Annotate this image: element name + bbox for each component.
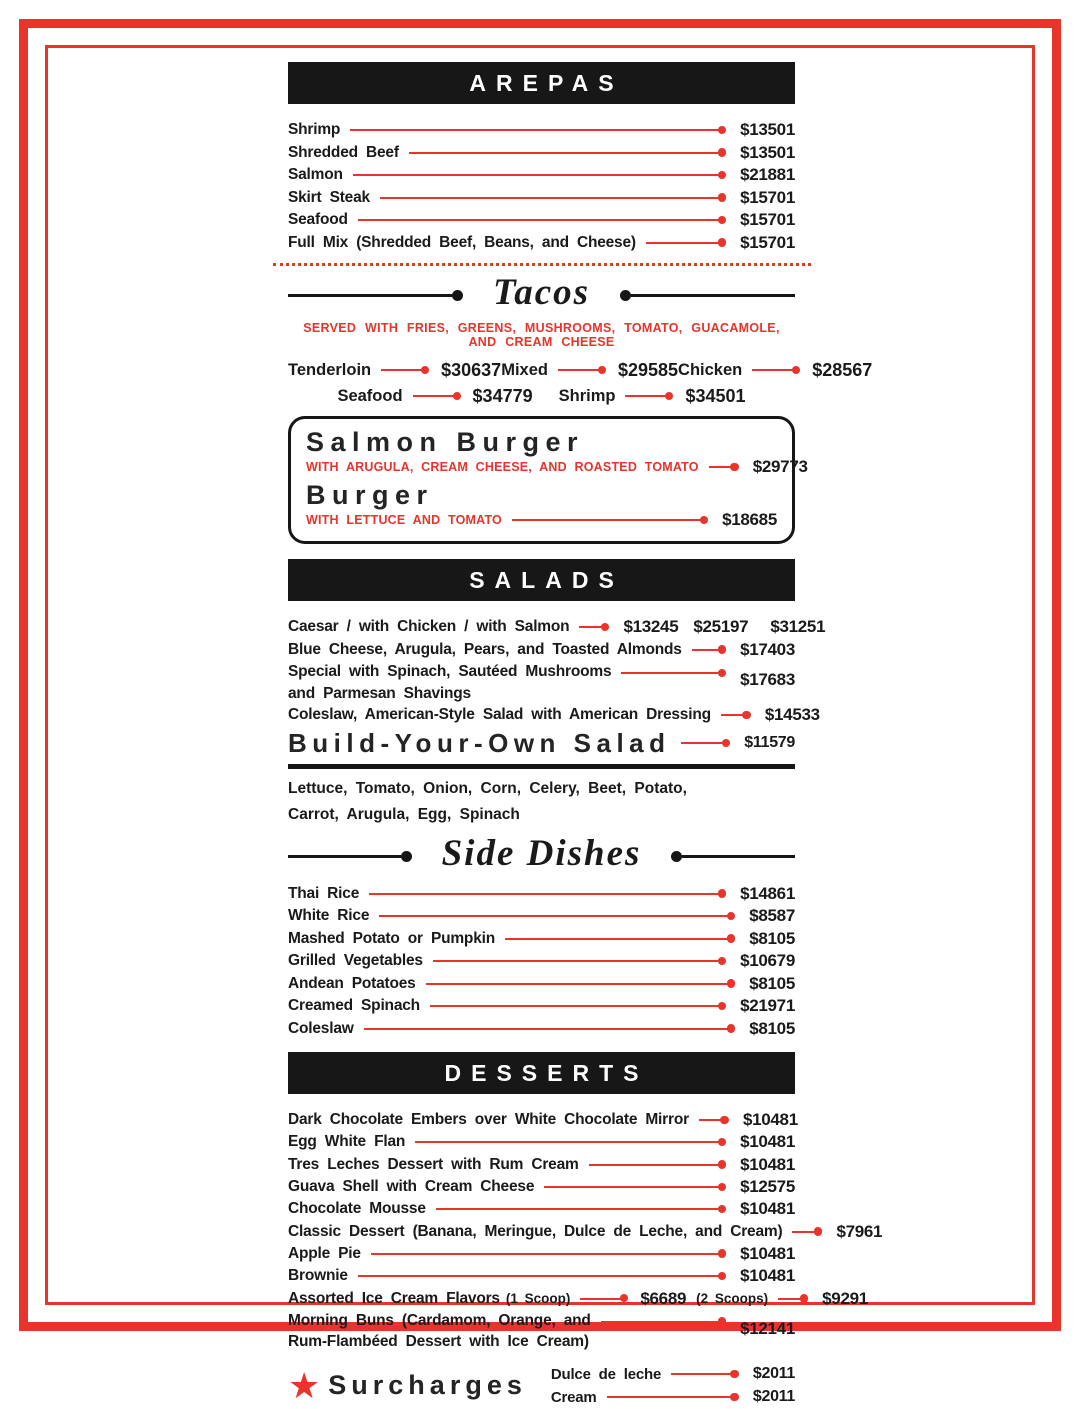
item-price: $12575 [740,1177,795,1197]
star-icon: ★ [288,1364,321,1406]
burger-item-name: Salmon Burger [306,427,585,457]
item-name: Shrimp [558,386,616,405]
menu-item-row [288,142,795,165]
leader-line [607,1396,737,1398]
taco-item [678,360,872,381]
item-price: $10481 [740,1132,795,1152]
morning-buns-row [288,1310,795,1353]
item-price: $8105 [749,928,795,948]
burger-desc-row [306,457,808,476]
section-title-arepas: AREPAS [288,62,795,104]
item-name: Salmon [288,166,343,184]
title-dot-left [401,851,412,862]
leader-line [709,466,737,468]
surcharges-heading [288,1364,527,1406]
leader-line [579,626,607,628]
item-price: $14861 [740,883,795,903]
scoop-size-1: (1 Scoop) [505,1291,571,1307]
ice-cream-row [288,1287,868,1309]
leader-line [558,369,604,371]
item-price: $31251 [770,617,826,637]
item-price: $30637 [441,359,502,380]
leader-line [371,1253,724,1255]
ingredients-line2: Carrot, Arugula, Egg, Spinach [288,805,520,823]
surcharges-section [288,1363,795,1409]
leader-line [792,1231,820,1233]
item-name: Grilled Vegetables [288,952,423,970]
item-price: $15701 [740,210,795,230]
item-price: $10481 [740,1199,795,1219]
menu-item-row [288,1154,795,1176]
menu-item-row [288,187,795,210]
item-price: $11579 [744,734,795,751]
item-name-line1: Special with Spinach, Sautéed Mushrooms [288,663,612,680]
item-name: Guava Shell with Cream Cheese [288,1178,535,1196]
menu-item-row [288,616,826,639]
item-name: Shredded Beef [288,143,399,161]
item-name: Seafood [288,211,348,229]
leader-line [692,649,724,651]
taco-item [501,360,678,381]
item-name: Cream [550,1388,597,1406]
menu-item-row [288,119,795,142]
leader-line [721,714,749,716]
dotted-divider [273,263,811,266]
item-price: $10481 [742,1110,798,1130]
menu-item-row [288,1198,795,1220]
leader-line [364,1028,734,1030]
leader-line [625,395,671,397]
item-price: $29585 [617,359,679,380]
item-name: Apple Pie [288,1244,361,1262]
menu-item-row [288,639,795,662]
leader-line [621,672,724,674]
item-name-line2: Rum-Flambéed Dessert with Ice Cream) [288,1333,589,1351]
item-price: $25197 [693,617,749,637]
title-dot-right [671,851,682,862]
item-price: $29773 [752,457,808,476]
item-name: Assorted Ice Cream Flavors [288,1289,500,1307]
item-name [288,661,611,704]
item-price: $18685 [722,510,777,529]
item-name: Full Mix (Shredded Beef, Beans, and Cheese) [288,233,636,251]
item-name: Build-Your-Own Salad [288,727,671,758]
item-name: Chicken [678,360,743,379]
leader-line [353,174,724,176]
item-price: $10679 [740,951,795,971]
tacos-title-row [288,271,795,319]
leader-line [433,960,724,962]
taco-item [337,386,532,407]
menu-content [288,62,883,1409]
leader-line [601,1321,724,1323]
menu-item-row [288,164,795,187]
section-title-side-dishes: Side Dishes [441,833,642,874]
leader-line [778,1298,806,1300]
byo-salad-row [288,728,795,759]
title-rule-left [288,294,452,297]
tacos-row-2 [288,384,795,408]
tacos-subtitle: SERVED WITH FRIES, GREENS, MUSHROOMS, TOMATO, GUACAMOLE, AND CREAM CHEESE [303,321,780,349]
leader-line [580,1298,626,1300]
burger-desc-row [306,511,777,529]
item-name: Egg White Flan [288,1133,406,1151]
section-title-salads: SALADS [288,559,795,601]
item-price: $6689 [640,1288,687,1308]
item-name: White Rice [288,907,370,925]
menu-item-row [288,1220,883,1242]
leader-line [699,1119,727,1121]
menu-item-row [288,209,795,232]
menu-item-row [288,1018,795,1041]
menu-item-row [288,883,795,906]
menu-item-row [288,1176,795,1198]
leader-line [369,893,724,895]
caesar-prices [623,617,825,637]
taco-item [559,386,746,407]
item-price: $17683 [740,670,795,689]
item-name: Dark Chocolate Embers over White Chocolate Mirror [288,1111,689,1129]
item-price: $10481 [740,1266,795,1286]
leader-line [379,915,733,917]
leader-line [505,938,733,940]
leader-line [671,1373,737,1375]
scoop-size-2: (2 Scoops) [696,1291,769,1307]
leader-line [413,395,459,397]
item-name-line2: and Parmesan Shavings [288,684,471,702]
leader-line [512,519,706,521]
menu-item-row [288,950,795,973]
side-dishes-title-row [288,833,795,881]
item-name: Coleslaw, American-Style Salad with American Dressing [288,706,711,724]
menu-item-row [288,1265,795,1287]
ingredients-line1: Lettuce, Tomato, Onion, Corn, Celery, Beet, Potato, [288,779,687,797]
item-name: Thai Rice [288,884,360,902]
item-price: $34779 [472,385,533,406]
leader-line [589,1164,724,1166]
burger-item-desc: WITH ARUGULA, CREAM CHEESE, AND ROASTED TOMATO [306,460,699,474]
item-name: Classic Dessert (Banana, Meringue, Dulce de Leche, and Cream) [288,1222,783,1240]
leader-line [426,983,734,985]
item-price: $21971 [740,996,795,1016]
menu-item-row [288,232,795,255]
menu-item-row [551,1363,795,1386]
item-price: $13501 [740,120,795,140]
item-price: $2011 [752,1365,795,1383]
tacos-row-1 [288,358,873,382]
item-name: Mixed [501,360,548,379]
leader-line [681,742,729,744]
thick-divider [288,764,795,769]
title-dot-right [620,290,631,301]
item-name: Andean Potatoes [288,974,416,992]
leader-line [358,1275,724,1277]
leader-line [358,219,724,221]
item-name: Tres Leches Dessert with Rum Cream [288,1155,579,1173]
burger-item-name: Burger [306,480,434,510]
item-price: $17403 [740,639,795,659]
burgers-box [288,416,808,544]
menu-item-row [288,661,795,704]
item-name: Mashed Potato or Pumpkin [288,929,495,947]
item-name: Brownie [288,1267,348,1285]
item-price: $10481 [740,1154,795,1174]
item-price: $13501 [740,142,795,162]
leader-line [380,197,724,199]
item-price: $7961 [836,1221,883,1241]
item-name: Shrimp [288,121,341,139]
item-price: $12141 [740,1318,795,1338]
burger-item-desc: WITH LETTUCE AND TOMATO [306,513,502,527]
surcharges-items [551,1363,795,1409]
menu-item-row [288,1131,795,1153]
item-name: Creamed Spinach [288,997,420,1015]
item-price: $13245 [623,617,679,637]
section-title-tacos: Tacos [492,271,591,313]
leader-line [415,1141,724,1143]
salads-items [288,616,826,759]
menu-item-row [551,1386,795,1409]
menu-item-row [288,1243,795,1265]
item-price: $8105 [749,1018,795,1038]
section-title-desserts: DESSERTS [288,1052,795,1094]
item-price: $10481 [740,1243,795,1263]
item-price: $34501 [685,385,746,406]
item-price: $9291 [822,1288,868,1308]
item-price: $15701 [740,187,795,207]
menu-item-row [288,905,795,928]
menu-item-row [288,928,795,951]
item-price: $8105 [749,973,795,993]
menu-item-row [288,973,795,996]
arepas-items [288,119,795,254]
leader-line [544,1186,724,1188]
item-name: Dulce de leche [550,1365,662,1383]
leader-line [430,1005,724,1007]
menu-item-row [288,995,795,1018]
menu-item-row [288,704,820,727]
item-price: $8587 [749,906,795,926]
leader-line [646,242,724,244]
item-price: $21881 [740,165,795,185]
item-name-line1: Morning Buns (Cardamom, Orange, and [288,1311,591,1329]
leader-line [350,129,724,131]
item-name: Coleslaw [288,1019,354,1037]
item-name: Skirt Steak [288,188,370,206]
item-price: $2011 [752,1388,795,1406]
leader-line [436,1208,724,1210]
item-price: $28567 [812,359,873,380]
menu-item-row [288,1109,798,1131]
item-name [288,1310,591,1353]
surcharges-title: Surcharges [328,1370,527,1401]
item-name: Seafood [337,386,403,405]
side-dishes-items [288,883,795,1041]
title-dot-left [452,290,463,301]
item-name: Tenderloin [288,360,372,379]
item-price: $14533 [764,705,820,725]
leader-line [409,152,724,154]
leader-line [752,369,798,371]
leader-line [381,369,427,371]
item-name: Chocolate Mousse [288,1200,426,1218]
item-price: $15701 [740,232,795,252]
title-rule-right [631,294,795,297]
desserts-items [288,1109,883,1353]
taco-item [288,360,501,381]
item-name: Caesar / with Chicken / with Salmon [288,618,570,636]
title-rule-right [682,855,795,858]
title-rule-left [288,855,401,858]
item-name: Blue Cheese, Arugula, Pears, and Toasted Almonds [288,640,682,658]
byo-ingredients [288,776,795,828]
